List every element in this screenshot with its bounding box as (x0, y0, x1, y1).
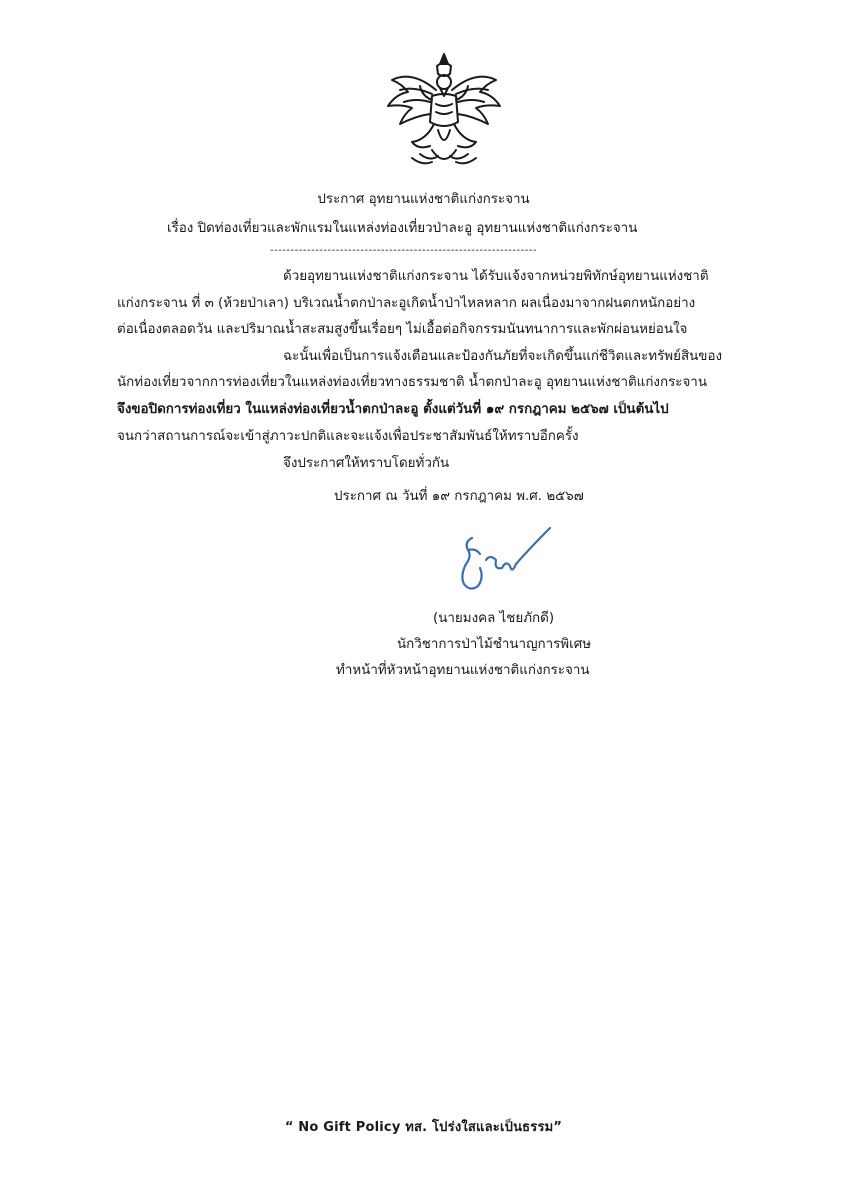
signatory-acting-role: ทำหน้าที่หัวหน้าอุทยานแห่งชาติแก่งกระจาน (336, 663, 590, 678)
signatory-name: (นายมงคล ไชยภักดี) (433, 611, 555, 626)
body-line-3: ต่อเนื่องตลอดวัน และปริมาณน้ำสะสมสูงขึ้นเรื่อยๆ ไม่เอื้อต่อกิจกรรมนันทนาการและพักผ่อนหย่อนใจ (117, 322, 688, 337)
body-line-1: ด้วยอุทยานแห่งชาติแก่งกระจาน ได้รับแจ้งจากหน่วยพิทักษ์อุทยานแห่งชาติ (283, 269, 709, 284)
announcement-title: ประกาศ อุทยานแห่งชาติแก่งกระจาน (317, 192, 530, 207)
signatory-position: นักวิชาการป่าไม้ชำนาญการพิเศษ (397, 637, 592, 652)
announcement-subject: เรื่อง ปิดท่องเที่ยวและพักแรมในแหล่งท่องเที่ยวป่าละอู อุทยานแห่งชาติแก่งกระจาน (167, 221, 638, 236)
body-line-5: นักท่องเที่ยวจากการท่องเที่ยวในแหล่งท่องเที่ยวทางธรรมชาติ น้ำตกป่าละอู อุทยานแห่งชาติแก่งกระจาน (117, 375, 707, 390)
body-line-4: ฉะนั้นเพื่อเป็นการแจ้งเตือนและป้องกันภัยที่จะเกิดขึ้นแก่ชีวิตและทรัพย์สินของ (283, 349, 723, 364)
signature-image (450, 520, 560, 600)
body-line-6-closure-notice: จึงขอปิดการท่องเที่ยว ในแหล่งท่องเที่ยวน้ำตกป่าละอู ตั้งแต่วันที่ ๑๙ กรกฎาคม ๒๕๖๗ เป็นต้นไป (117, 402, 669, 417)
no-gift-policy-footer: “ No Gift Policy ทส. โปร่งใสและเป็นธรรม” (284, 1120, 563, 1135)
announcement-date: ประกาศ ณ วันที่ ๑๙ กรกฎาคม พ.ศ. ๒๕๖๗ (334, 489, 584, 504)
header-divider: ----------------------------------------------------------------- (270, 245, 538, 256)
garuda-emblem-icon (382, 50, 506, 172)
body-line-7: จนกว่าสถานการณ์จะเข้าสู่ภาวะปกติและจะแจ้งเพื่อประชาสัมพันธ์ให้ทราบอีกครั้ง (117, 429, 579, 444)
body-line-2: แก่งกระจาน ที่ ๓ (ห้วยป่าเลา) บริเวณน้ำตกป่าละอูเกิดน้ำป่าไหลหลาก ผลเนื่องมาจากฝนตกหนักอย่าง (117, 296, 696, 311)
body-line-8: จึงประกาศให้ทราบโดยทั่วกัน (283, 456, 450, 471)
